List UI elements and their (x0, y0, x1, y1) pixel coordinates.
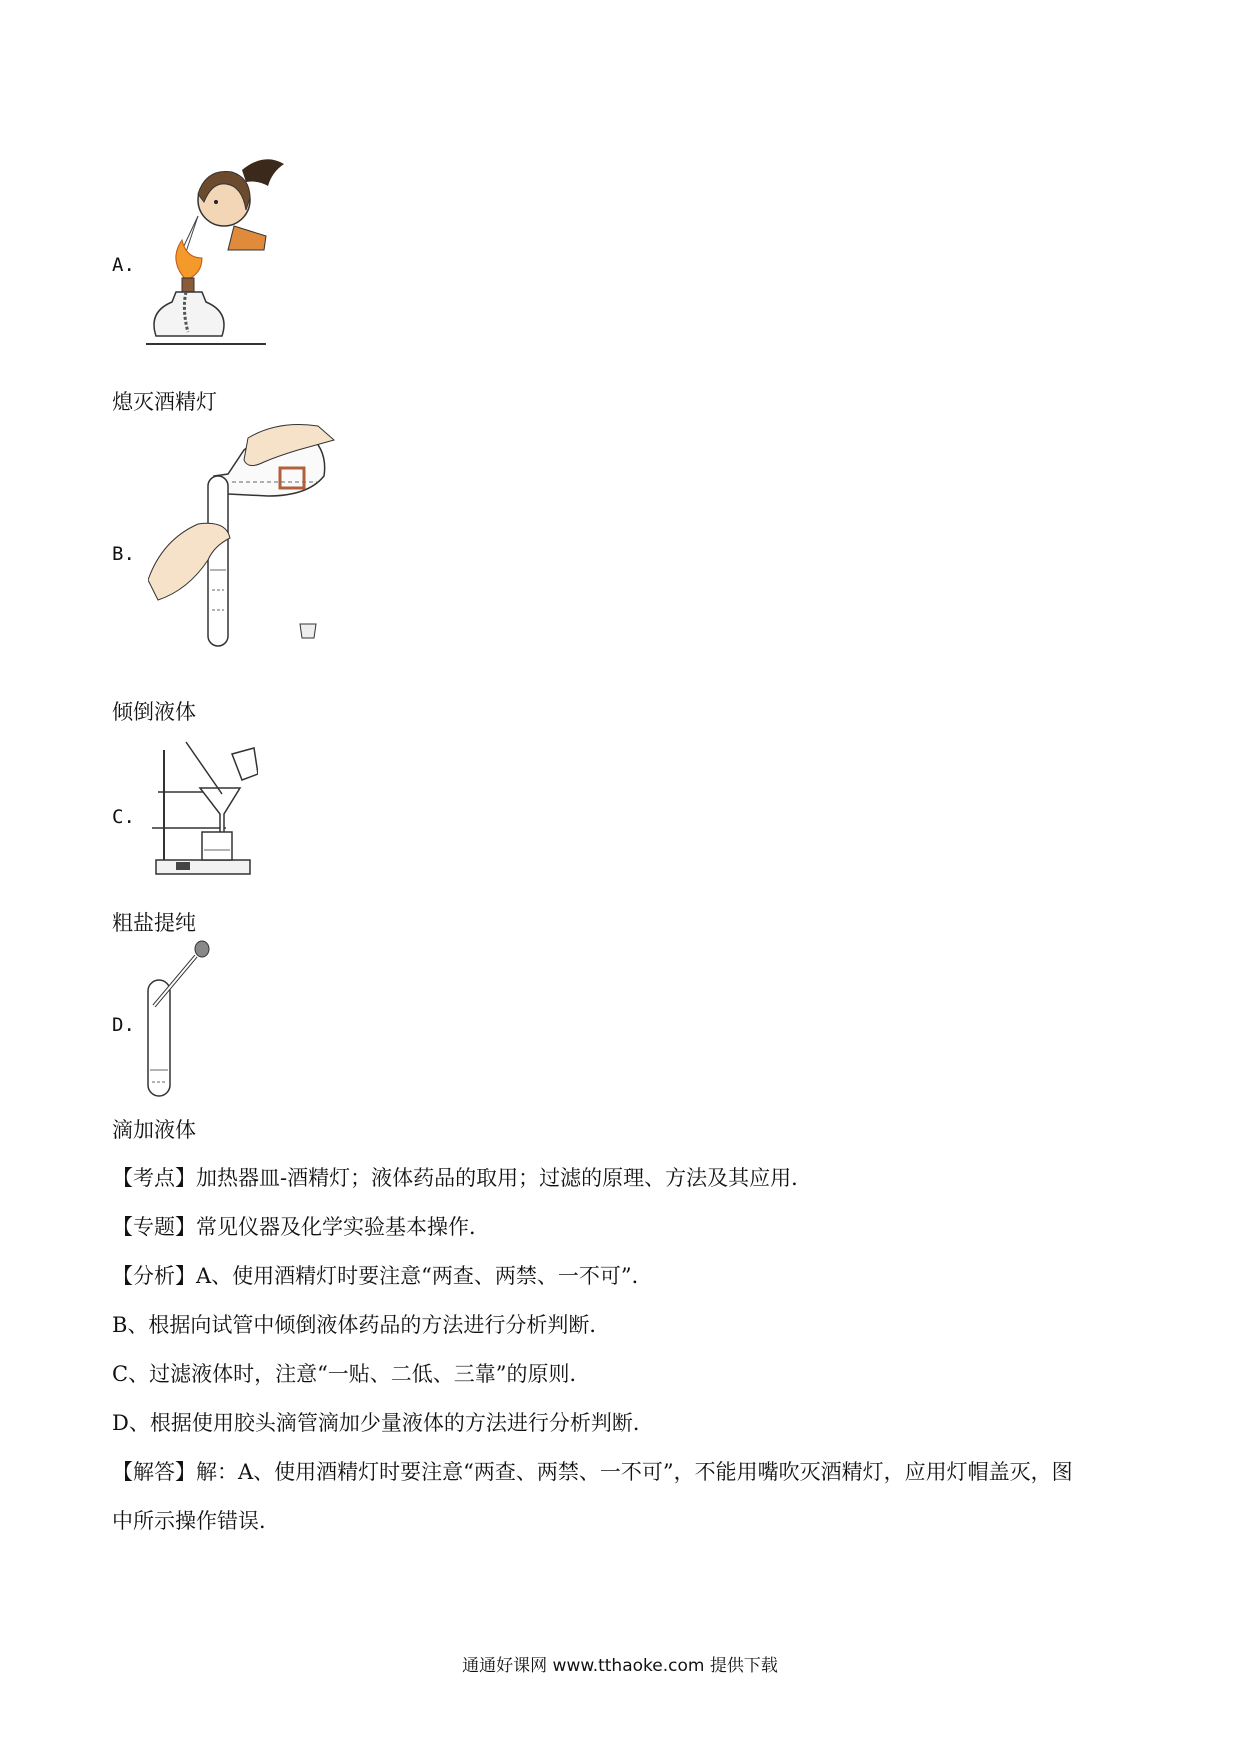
option-d-caption: 滴加液体 (112, 1118, 196, 1142)
zhuanti-line: 【专题】常见仪器及化学实验基本操作． (112, 1215, 490, 1239)
option-c-letter: C. (112, 806, 135, 828)
analysis-line-d: D、根据使用胶头滴管滴加少量液体的方法进行分析判断． (112, 1411, 654, 1435)
option-a-illustration (146, 150, 296, 368)
option-a-letter: A. (112, 254, 135, 276)
analysis-line-b: B、根据向试管中倾倒液体药品的方法进行分析判断． (112, 1313, 611, 1337)
option-b-illustration (148, 420, 338, 652)
jieda-line-1: 【解答】解：A、使用酒精灯时要注意“两查、两禁、一不可”，不能用嘴吹灭酒精灯，应用灯帽盖灭，图 (112, 1460, 1073, 1484)
option-b-caption: 倾倒液体 (112, 700, 196, 724)
jieda-line-2: 中所示操作错误． (112, 1509, 280, 1533)
option-d-letter: D. (112, 1014, 135, 1036)
option-d-illustration (144, 940, 214, 1100)
fenxi-line: 【分析】A、使用酒精灯时要注意“两查、两禁、一不可”． (112, 1264, 653, 1288)
page-footer: 通通好课网 www.tthaoke.com 提供下载 (462, 1656, 778, 1676)
option-b-letter: B. (112, 543, 135, 565)
option-c-illustration (152, 740, 258, 880)
kaodian-line: 【考点】加热器皿-酒精灯；液体药品的取用；过滤的原理、方法及其应用． (112, 1166, 813, 1190)
option-a-caption: 熄灭酒精灯 (112, 390, 217, 414)
analysis-line-c: C、过滤液体时，注意“一贴、二低、三靠”的原则． (112, 1362, 591, 1386)
option-c-caption: 粗盐提纯 (112, 911, 196, 935)
